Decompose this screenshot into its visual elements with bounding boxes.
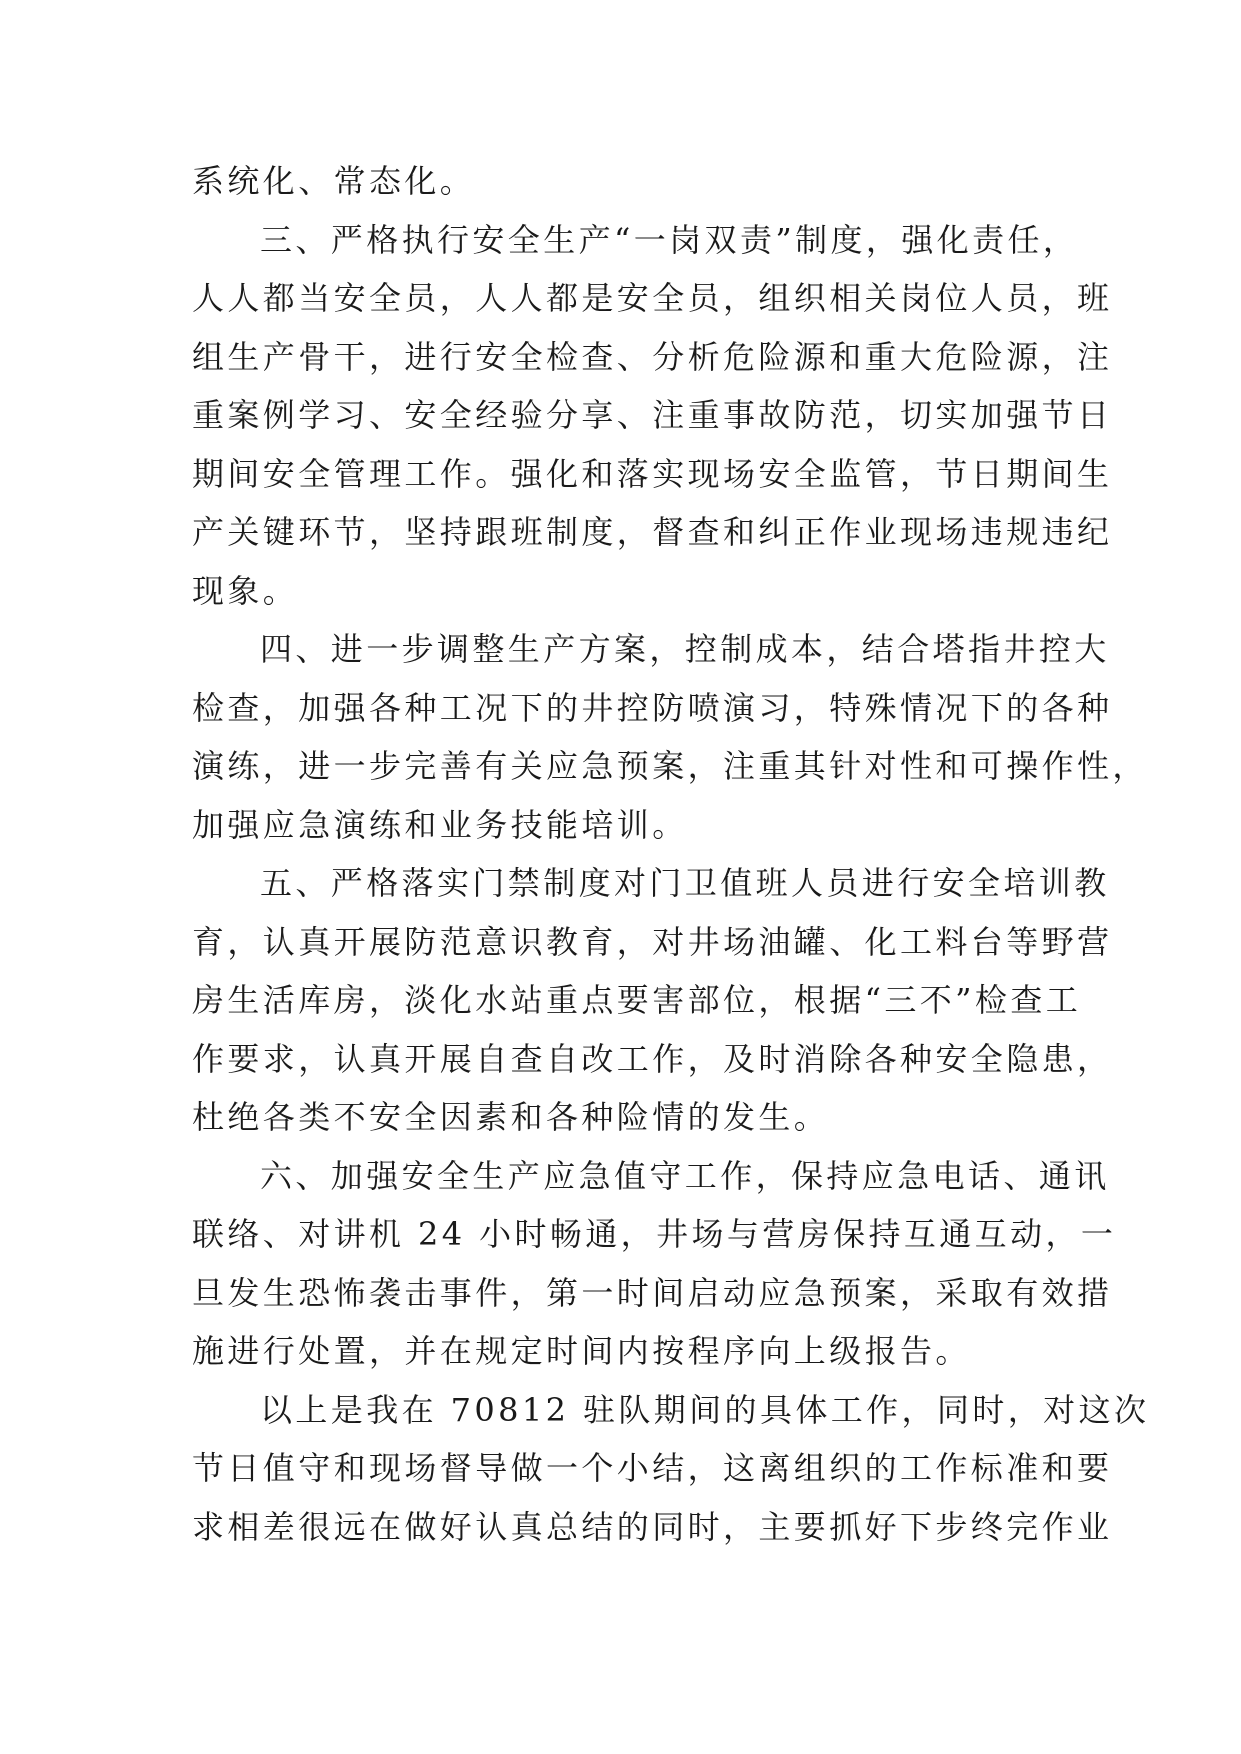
text-line: 施进行处置，并在规定时间内按程序向上级报告。 xyxy=(192,1332,971,1370)
text-line: 四、进一步调整生产方案，控制成本，结合塔指井控大 xyxy=(260,630,1110,668)
text-line: 人人都当安全员，人人都是安全员，组织相关岗位人员，班 xyxy=(192,279,1113,317)
text-line: 重案例学习、安全经验分享、注重事故防范，切实加强节日 xyxy=(192,396,1113,434)
text-line: 现象。 xyxy=(192,571,299,610)
text-line: 以上是我在 70812 驻队期间的具体工作，同时，对这次 xyxy=(260,1390,1150,1429)
text-line: 五、严格落实门禁制度对门卫值班人员进行安全培训教 xyxy=(260,864,1110,902)
text-line: 育，认真开展防范意识教育，对井场油罐、化工料台等野营 xyxy=(192,922,1113,961)
text-line: 组生产骨干，进行安全检查、分析危险源和重大危险源，注 xyxy=(192,337,1113,376)
text-line: 节日值守和现场督导做一个小结，这离组织的工作标准和要 xyxy=(192,1449,1113,1487)
text-line: 期间安全管理工作。强化和落实现场安全监管，节日期间生 xyxy=(192,454,1113,493)
text-line: 产关键环节，坚持跟班制度，督查和纠正作业现场违规违纪 xyxy=(192,513,1113,551)
text-line: 房生活库房，淡化水站重点要害部位，根据“三不”检查工 xyxy=(192,981,1082,1019)
text-line: 加强应急演练和业务技能培训。 xyxy=(192,805,688,844)
text-line: 六、加强安全生产应急值守工作，保持应急电话、通讯 xyxy=(260,1156,1110,1195)
text-line: 三、严格执行安全生产“一岗双责”制度，强化责任， xyxy=(260,220,1079,259)
text-line: 联络、对讲机 24 小时畅通，井场与营房保持互通互动，一 xyxy=(192,1215,1117,1253)
text-line: 求相差很远在做好认真总结的同时，主要抓好下步终完作业 xyxy=(192,1507,1113,1546)
text-line: 检查，加强各种工况下的井控防喷演习，特殊情况下的各种 xyxy=(192,688,1113,727)
text-line: 系统化、常态化。 xyxy=(192,162,476,200)
text-line: 杜绝各类不安全因素和各种险情的发生。 xyxy=(192,1098,830,1136)
text-line: 演练，进一步完善有关应急预案，注重其针对性和可操作性， xyxy=(192,747,1148,785)
text-line: 作要求，认真开展自查自改工作，及时消除各种安全隐患， xyxy=(192,1039,1113,1078)
document-body xyxy=(192,152,1150,1556)
text-line: 旦发生恐怖袭击事件，第一时间启动应急预案，采取有效措 xyxy=(192,1273,1113,1312)
